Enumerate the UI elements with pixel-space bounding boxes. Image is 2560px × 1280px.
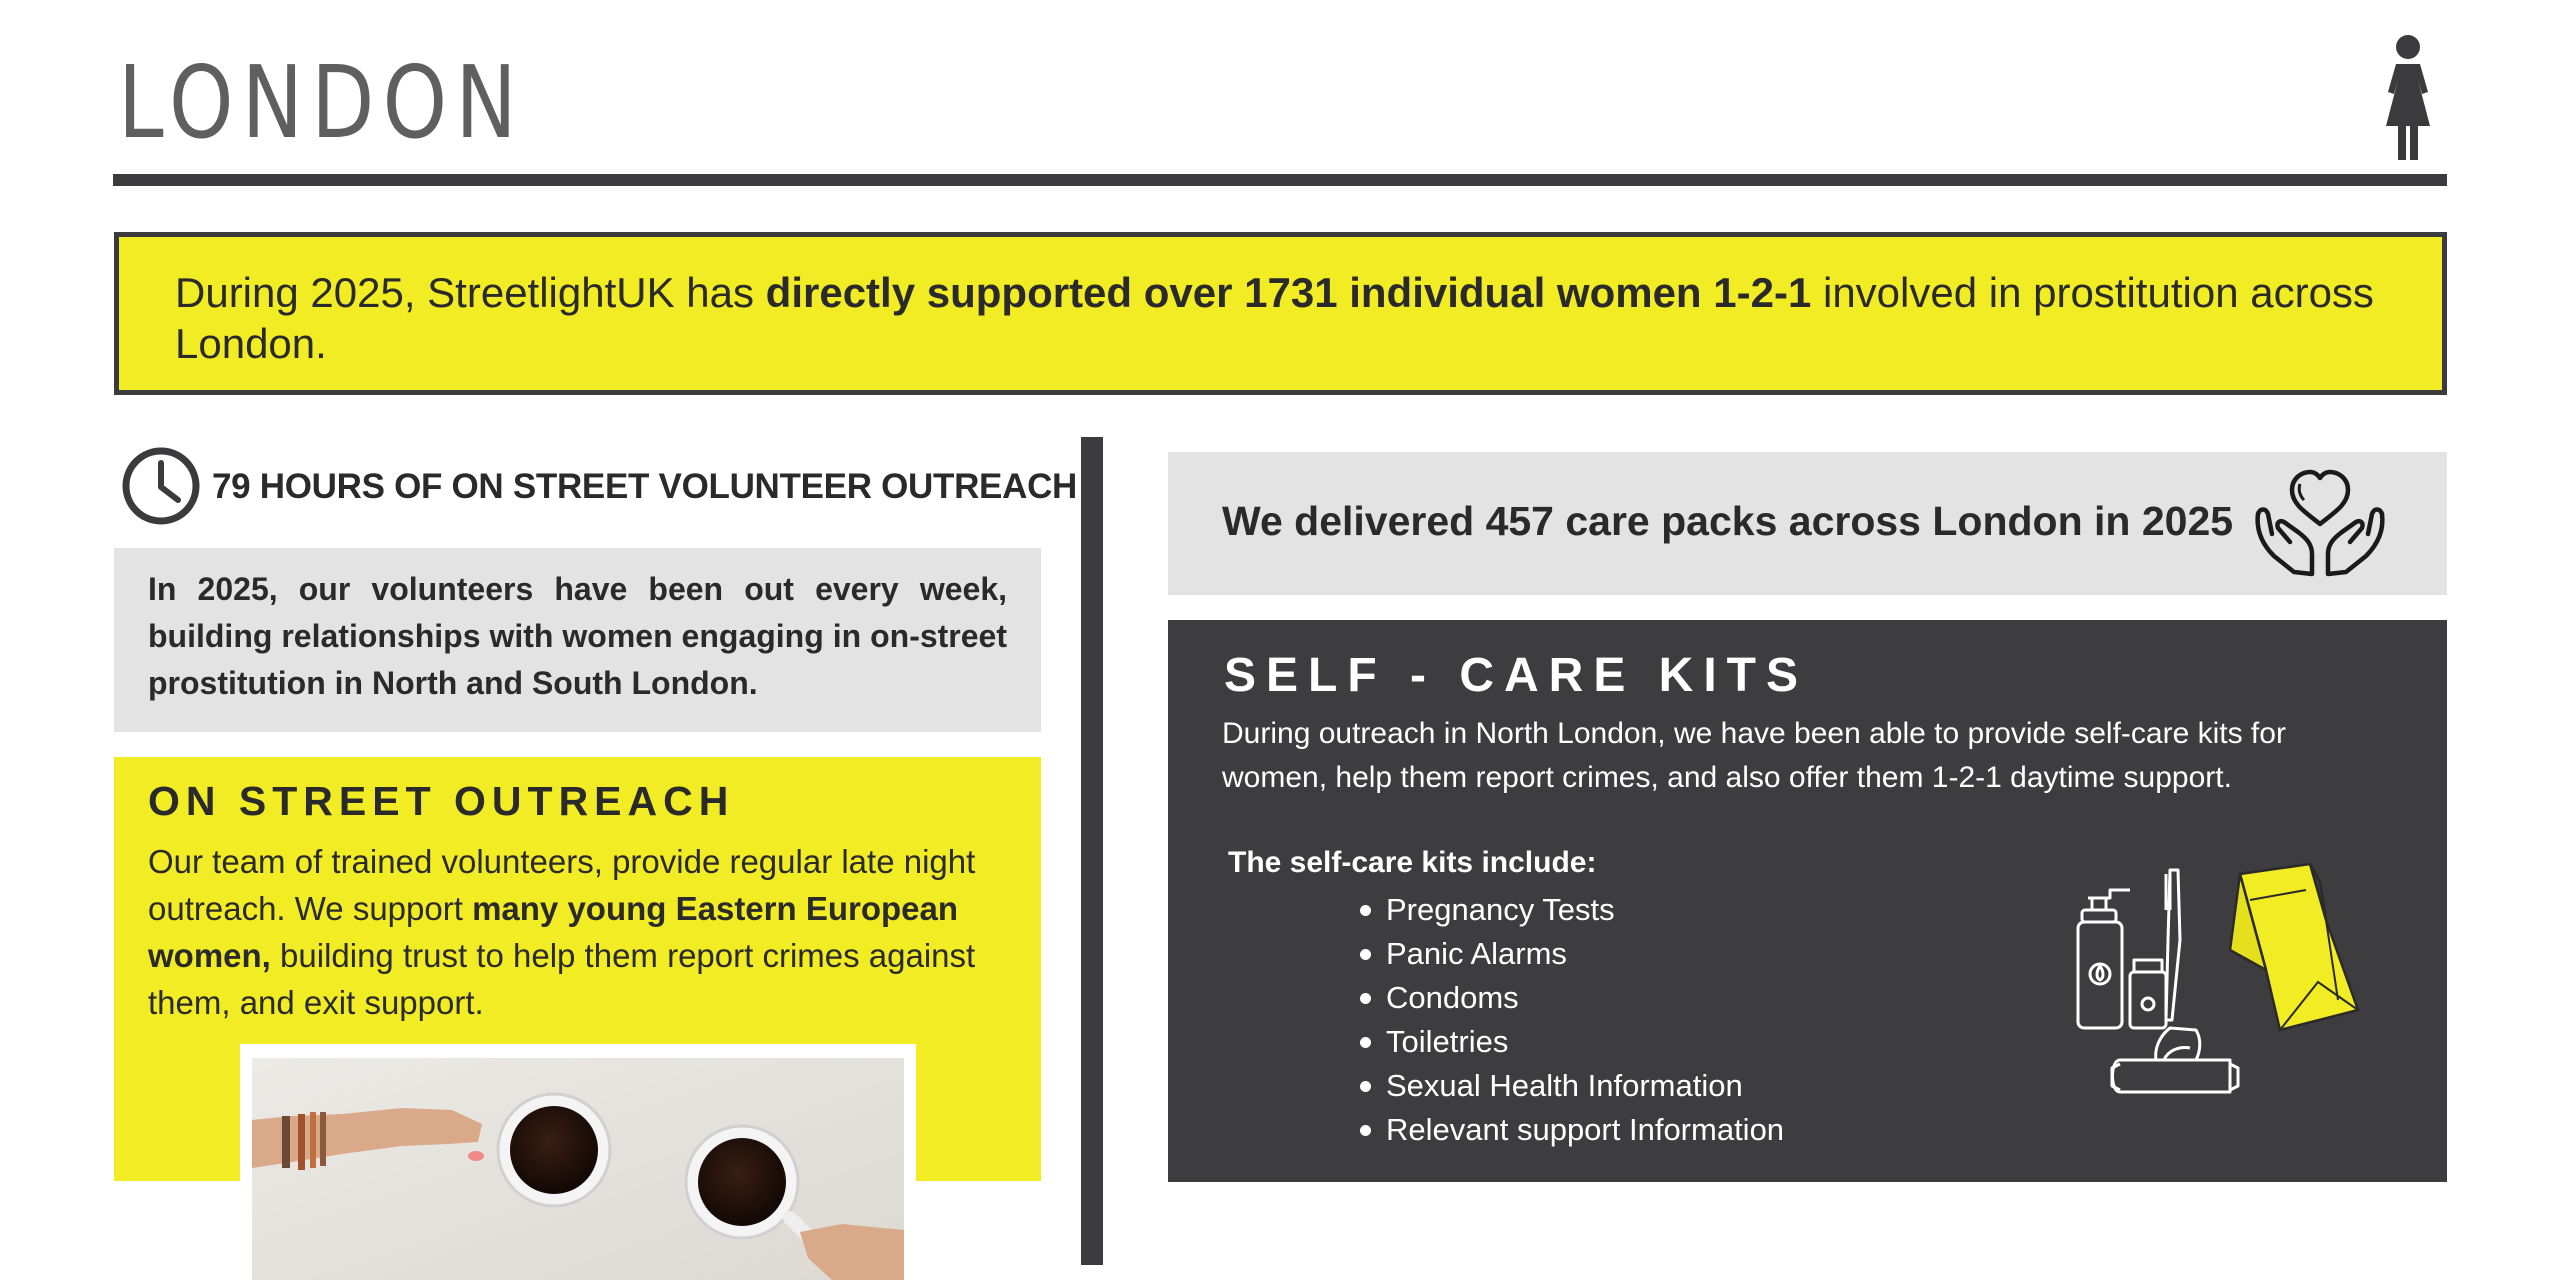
outreach-text-lead: Our team of trained volunteers, provide regular late night outreach. We support (148, 843, 976, 927)
list-item: Panic Alarms (1360, 932, 1784, 976)
self-care-kits-heading: SELF - CARE KITS (1224, 649, 1809, 702)
care-packs-text: We delivered 457 care packs across London in 2025 (1222, 498, 2234, 544)
self-care-kits-intro: During outreach in North London, we have been able to provide self-care kits for women, help them report crimes, and also offer them 1-2-1 daytime support. (1222, 717, 2286, 794)
outreach-description (148, 838, 1018, 1026)
summary-banner (114, 232, 2447, 395)
self-care-kits-list (1360, 888, 1784, 1152)
banner-text-highlight: directly supported over 1731 individual women 1-2-1 (765, 269, 1812, 316)
list-item: Pregnancy Tests (1360, 888, 1784, 932)
list-item: Condoms (1360, 976, 1784, 1020)
list-item: Sexual Health Information (1360, 1064, 1784, 1108)
header-divider (113, 174, 2447, 186)
volunteer-hours-heading: 79 HOURS OF ON STREET VOLUNTEER OUTREACH (212, 467, 1078, 506)
self-care-kits-subheading: The self-care kits include: (1228, 846, 1597, 879)
outreach-heading: ON STREET OUTREACH (148, 778, 735, 824)
clock-icon (120, 445, 202, 527)
heart-hands-icon (2250, 464, 2390, 584)
page-title: LONDON (118, 44, 525, 161)
outreach-text-tail: building trust to help them report crimes against them, and exit support. (148, 937, 976, 1021)
toiletries-bag-icon (2070, 860, 2370, 1100)
list-item: Relevant support Information (1360, 1108, 1784, 1152)
list-item: Toiletries (1360, 1020, 1784, 1064)
volunteer-description: In 2025, our volunteers have been out every week, building relationships with women engaging in on-street prostitution in North and South London. (114, 548, 1041, 732)
banner-text-tail: involved in prostitution across London. (175, 269, 2374, 367)
coffee-cups-photo (240, 1044, 916, 1280)
banner-text-lead: During 2025, StreetlightUK has (175, 269, 766, 316)
column-divider (1081, 437, 1103, 1265)
outreach-text-highlight: many young Eastern European women, (148, 890, 959, 974)
woman-icon (2372, 34, 2444, 164)
